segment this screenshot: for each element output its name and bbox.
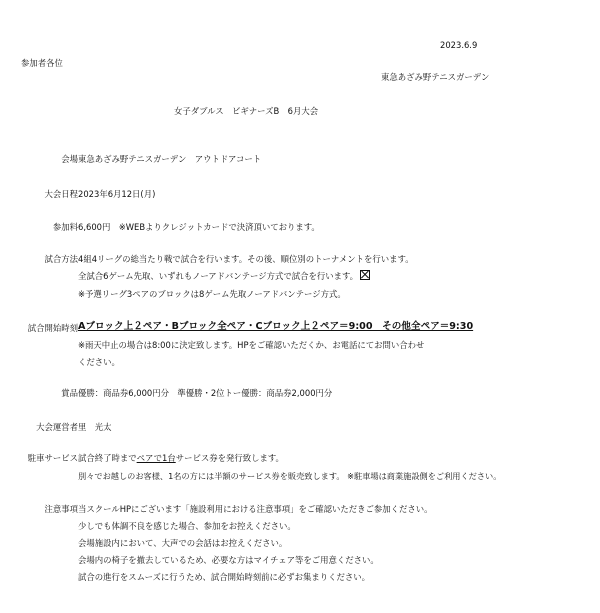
format-line-text: 全試合6ゲーム先取、いずれもノーアドバンテージ方式で試合を行います。: [78, 271, 359, 281]
notes-line: 会場施設内において、大声での会話はお控えください。: [78, 538, 288, 548]
format-line: [78, 269, 370, 283]
notes-line: 少しでも体調不良を感じた場合、参加をお控えください。: [78, 521, 296, 531]
notes-label: 注意事項: [44, 504, 78, 514]
checkbox-x-icon: [360, 270, 370, 280]
fee-value: 6,600円 ※WEBよりクレジットカードで決済頂いております。: [78, 222, 320, 232]
notes-line: 会場内の椅子を撤去しているため、必要な方はマイチェア等をご用意ください。: [78, 555, 379, 565]
rain-notice: ※雨天中止の場合は8:00に決定致します。HPをご確認いただくか、お電話にてお問い合わせ: [78, 340, 425, 350]
parking-text: サービス券を発行致します。: [175, 453, 284, 463]
parking-line: [78, 451, 284, 465]
prizes-label: 賞品: [61, 388, 78, 398]
format-line: 4組4リーグの総当たり戦で試合を行います。その後、順位別のトーナメントを行います。: [78, 254, 414, 264]
parking-label: 駐車サービス: [27, 453, 78, 463]
schedule-value: 2023年6月12日(月): [78, 189, 156, 199]
venue-label: 会場: [61, 154, 78, 164]
organizer-label: 大会運営者: [36, 422, 78, 432]
rain-notice-cont: ください。: [78, 357, 120, 367]
schedule-label: 大会日程: [44, 189, 78, 199]
notes-line: 試合の進行をスムーズに行うため、試合開始時刻前に必ずお集まりください。: [78, 572, 370, 582]
document-date: 2023.6.9: [440, 40, 478, 50]
start-time-value: Aブロック上２ペア・Bブロック全ペア・Cブロック上２ペア＝9:00 その他全ペア＝9:30: [78, 321, 474, 332]
prizes-value: 優勝：商品券6,000円分 準優勝・2位トー優勝：商品券2,000円分: [78, 388, 333, 398]
parking-highlight: ペアで1台: [136, 453, 176, 463]
format-label: 試合方法: [44, 254, 78, 264]
parking-text: 試合終了時まで: [78, 453, 137, 463]
venue-value: 東急あざみ野テニスガーデン アウトドアコート: [78, 154, 262, 164]
sender: 東急あざみ野テニスガーデン: [381, 72, 490, 82]
addressee: 参加者各位: [21, 58, 63, 68]
notes-line: 当スクールHPにございます「施設利用における注意事項」をご確認いただきご参加ください。: [78, 504, 433, 514]
organizer-value: 里 光太: [78, 422, 112, 432]
start-time-label: 試合開始時刻: [27, 323, 78, 333]
document-title: 女子ダブルス ビギナーズB 6月大会: [174, 106, 319, 116]
parking-line: 別々でお越しのお客様、1名の方には半額のサービス券を販売致します。 ※駐車場は商業施設側をご利用ください。: [78, 471, 502, 481]
fee-label: 参加料: [52, 222, 78, 232]
format-line: ※予選リーグ3ペアのブロックは8ゲーム先取ノーアドバンテージ方式。: [78, 289, 346, 299]
